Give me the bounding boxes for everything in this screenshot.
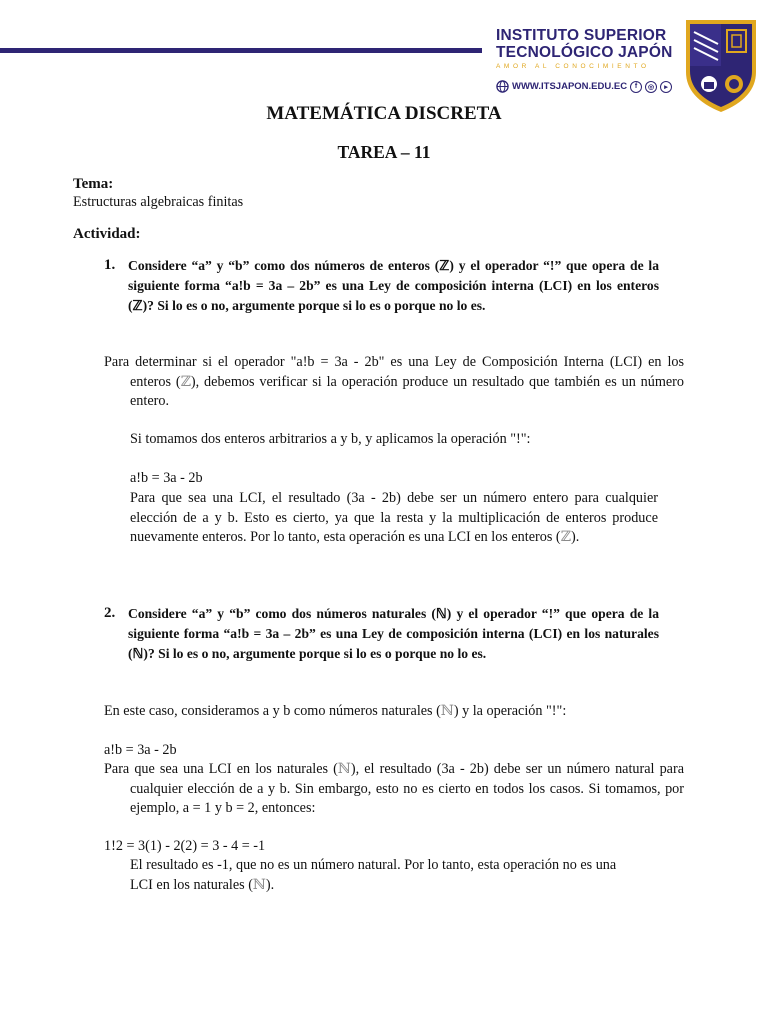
document-subtitle: TAREA – 11 xyxy=(337,142,431,162)
answer-2-conclusion: El resultado es -1, que no es un número natural. Por lo tanto, esta operación no es una LCI en los naturales (ℕ). xyxy=(130,857,617,893)
question-2-text: Considere “a” y “b” como dos números naturales (ℕ) y el operador “!” que opera de la siguiente forma “a!b = 3a – 2b” es una Ley de composición interna (LCI) en los naturales (ℕ)? Si lo es o no, argumente porque si lo es o porque no lo es. xyxy=(128,606,659,662)
question-2-number: 2. xyxy=(104,605,116,621)
naturals-symbol: ℕ xyxy=(337,761,351,777)
institution-contact xyxy=(496,80,676,93)
topic-value: Estructuras algebraicas finitas xyxy=(73,194,244,210)
youtube-icon: ▸ xyxy=(660,81,672,93)
answer-2-formula: a!b = 3a - 2b xyxy=(104,742,177,758)
answer-1-conclusion: Para que sea una LCI, el resultado (3a - 2b) debe ser un número entero para cualquier elección de a y b. Esto es cierto, ya que la resta y la multiplicación de enteros produce nuevamente enteros. Por lo tanto, esta operación es una LCI en los enteros (ℤ). xyxy=(130,490,658,546)
answer-2-paragraph-1: En este caso, consideramos a y b como números naturales (ℕ) y la operación "!": xyxy=(104,703,567,719)
answer-1-paragraph-1: Para determinar si el operador "a!b = 3a - 2b" es una Ley de Composición Interna (LCI) en los enteros (ℤ), debemos verificar si la operación produce un resultado que también es un número entero. xyxy=(104,354,684,410)
answer-2-paragraph-2: Para que sea una LCI en los naturales (ℕ), el resultado (3a - 2b) debe ser un número natural para cualquier elección de a y b. Sin embargo, esto no es cierto en todos los casos. Si tomamos, por ejemplo, a = 1 y b = 2, entonces: xyxy=(104,761,684,817)
question-1 xyxy=(104,256,659,317)
activity-label: Actividad: xyxy=(73,226,141,242)
answer-1-paragraph-2: Si tomamos dos enteros arbitrarios a y b, y aplicamos la operación "!": xyxy=(130,431,531,447)
integers-symbol: ℤ xyxy=(180,373,191,390)
institution-motto: AMOR AL CONOCIMIENTO xyxy=(496,63,650,70)
question-2 xyxy=(104,604,659,665)
institution-website: WWW.ITSJAPON.EDU.EC xyxy=(512,81,628,92)
logo-shield xyxy=(682,14,760,114)
topic-label: Tema: xyxy=(73,176,114,192)
facebook-icon: f xyxy=(630,81,642,93)
globe-icon xyxy=(496,80,509,93)
naturals-symbol: ℕ xyxy=(440,703,454,719)
instagram-icon: ◎ xyxy=(645,81,657,93)
institution-name-line2: TECNOLÓGICO JAPÓN xyxy=(496,44,673,61)
question-1-text: Considere “a” y “b” como dos números de enteros (ℤ) y el operador “!” que opera de la siguiente forma “a!b = 3a – 2b” es una Ley de composición interna (LCI) en los enteros (ℤ)? Si lo es o no, argumente porque si lo es o porque no lo es. xyxy=(128,258,659,314)
institution-block xyxy=(496,27,676,93)
answer-2-example: 1!2 = 3(1) - 2(2) = 3 - 4 = -1 xyxy=(104,838,266,854)
document-title: MATEMÁTICA DISCRETA xyxy=(266,103,502,124)
institution-name-line1: INSTITUTO SUPERIOR xyxy=(496,27,667,44)
integers-symbol: ℤ xyxy=(560,529,571,546)
naturals-symbol: ℕ xyxy=(252,876,266,893)
question-1-number: 1. xyxy=(104,257,116,273)
header-rule xyxy=(0,48,482,53)
answer-1-formula: a!b = 3a - 2b xyxy=(130,470,203,486)
